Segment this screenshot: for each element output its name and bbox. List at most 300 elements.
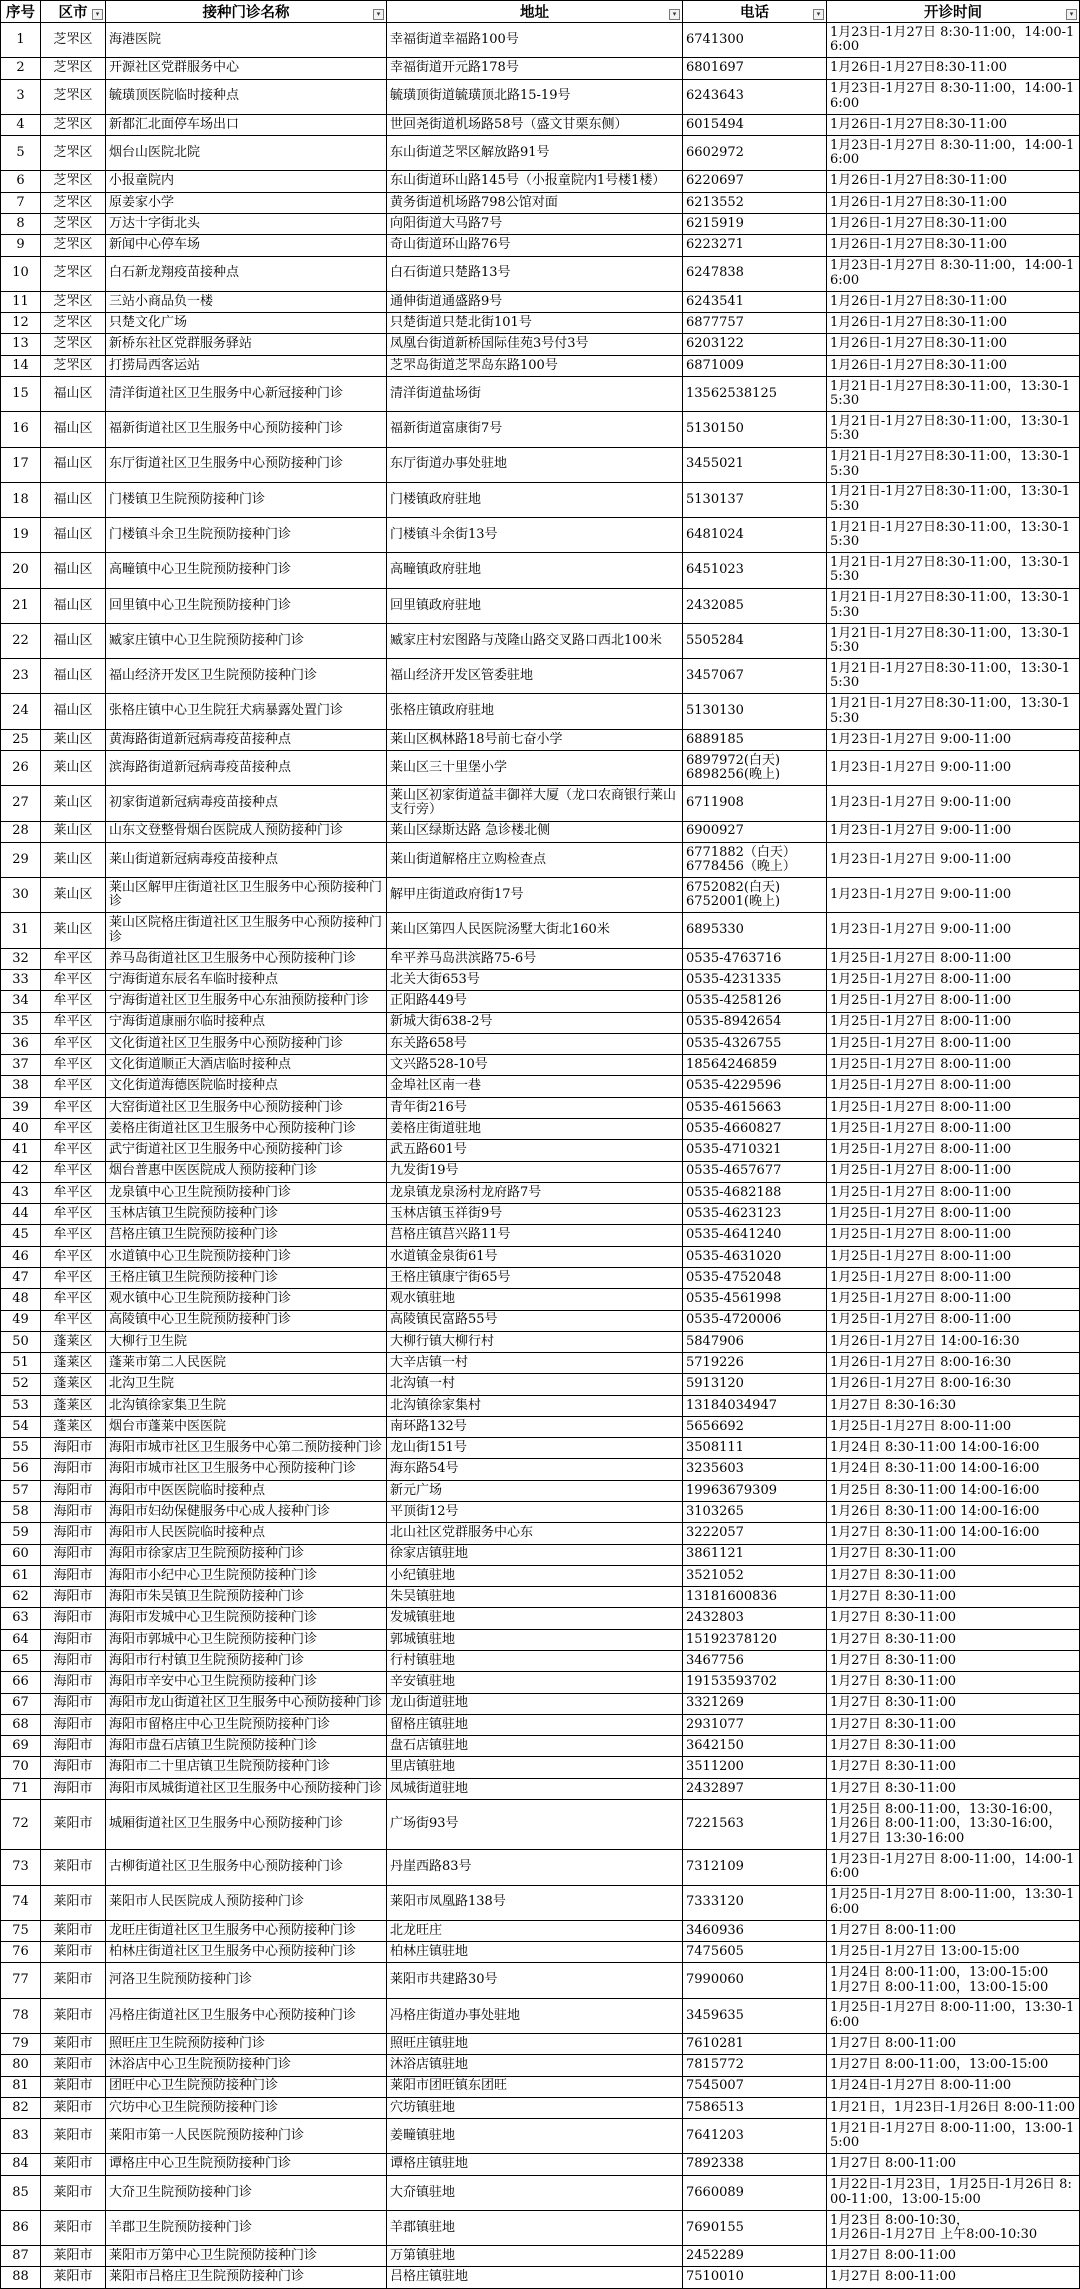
row-district[interactable]: 福山区 [41, 659, 106, 694]
row-address[interactable]: 发城镇驻地 [387, 1608, 683, 1629]
row-hours[interactable]: 1月27日 8:30-11:00 [827, 1565, 1080, 1586]
row-index[interactable]: 52 [1, 1374, 41, 1395]
row-address[interactable]: 牟平养马岛洪滨路75-6号 [387, 948, 683, 969]
row-clinic-name[interactable]: 烟台市蓬莱中医医院 [106, 1416, 387, 1437]
row-hours[interactable]: 1月25日-1月27日 8:00-11:00 [827, 1012, 1080, 1033]
row-clinic-name[interactable]: 海阳市郭城中心卫生院预防接种门诊 [106, 1629, 387, 1650]
row-clinic-name[interactable]: 照旺庄卫生院预防接种门诊 [106, 2033, 387, 2054]
row-clinic-name[interactable]: 玉林店镇卫生院预防接种门诊 [106, 1204, 387, 1225]
row-hours[interactable]: 1月23日-1月27日 9:00-11:00 [827, 729, 1080, 750]
row-clinic-name[interactable]: 沐浴店中心卫生院预防接种门诊 [106, 2055, 387, 2076]
row-address[interactable]: 黄务街道机场路798公馆对面 [387, 192, 683, 213]
row-clinic-name[interactable]: 白石新龙翔疫苗接种点 [106, 256, 387, 291]
row-index[interactable]: 54 [1, 1416, 41, 1437]
row-phone[interactable]: 0535-4615663 [683, 1097, 827, 1118]
row-index[interactable]: 23 [1, 659, 41, 694]
row-clinic-name[interactable]: 宁海街道康丽尔临时接种点 [106, 1012, 387, 1033]
row-hours[interactable]: 1月25日-1月27日 8:00-11:00 [827, 1310, 1080, 1331]
row-hours[interactable]: 1月27日 8:30-11:00 [827, 1608, 1080, 1629]
row-district[interactable]: 牟平区 [41, 1055, 106, 1076]
row-phone[interactable]: 3511200 [683, 1757, 827, 1778]
row-district[interactable]: 海阳市 [41, 1587, 106, 1608]
row-address[interactable]: 莱阳市凤凰路138号 [387, 1885, 683, 1920]
row-address[interactable]: 留格庄镇驻地 [387, 1714, 683, 1735]
row-district[interactable]: 福山区 [41, 518, 106, 553]
row-address[interactable]: 莱山区绿斯达路 急诊楼北侧 [387, 821, 683, 842]
row-district[interactable]: 海阳市 [41, 1736, 106, 1757]
row-address[interactable]: 广场街93号 [387, 1799, 683, 1849]
row-clinic-name[interactable]: 海阳市朱吴镇卫生院预防接种门诊 [106, 1587, 387, 1608]
row-hours[interactable]: 1月26日-1月27日 8:00-16:30 [827, 1353, 1080, 1374]
row-clinic-name[interactable]: 武宁街道社区卫生服务中心预防接种门诊 [106, 1140, 387, 1161]
row-clinic-name[interactable]: 莒格庄镇卫生院预防接种门诊 [106, 1225, 387, 1246]
row-hours[interactable]: 1月26日-1月27日8:30-11:00 [827, 114, 1080, 135]
row-hours[interactable]: 1月21日-1月27日8:30-11:00，13:30-15:30 [827, 412, 1080, 447]
row-address[interactable]: 莱山区初家街道益丰御祥大厦（龙口农商银行莱山支行旁） [387, 786, 683, 821]
row-phone[interactable]: 5130130 [683, 694, 827, 729]
row-index[interactable]: 49 [1, 1310, 41, 1331]
row-address[interactable]: 福新街道富康街7号 [387, 412, 683, 447]
row-clinic-name[interactable]: 龙泉镇中心卫生院预防接种门诊 [106, 1182, 387, 1203]
row-hours[interactable]: 1月25日-1月27日 8:00-11:00 [827, 1033, 1080, 1054]
row-address[interactable]: 姜格庄街道驻地 [387, 1118, 683, 1139]
row-address[interactable]: 观水镇驻地 [387, 1289, 683, 1310]
row-index[interactable]: 72 [1, 1799, 41, 1849]
row-clinic-name[interactable]: 莱山街道新冠病毒疫苗接种点 [106, 842, 387, 877]
row-phone[interactable]: 13181600836 [683, 1587, 827, 1608]
row-district[interactable]: 蓬莱区 [41, 1395, 106, 1416]
row-phone[interactable]: 6243541 [683, 291, 827, 312]
row-district[interactable]: 芝罘区 [41, 23, 106, 58]
row-hours[interactable]: 1月25日-1月27日 8:00-11:00 [827, 1055, 1080, 1076]
row-index[interactable]: 56 [1, 1459, 41, 1480]
row-district[interactable]: 莱阳市 [41, 2119, 106, 2154]
row-district[interactable]: 海阳市 [41, 1629, 106, 1650]
row-address[interactable]: 水道镇金泉街61号 [387, 1246, 683, 1267]
row-phone[interactable]: 0535-4258126 [683, 991, 827, 1012]
row-clinic-name[interactable]: 门楼镇斗余卫生院预防接种门诊 [106, 518, 387, 553]
row-hours[interactable]: 1月23日-1月27日 8:30-11:00，14:00-16:00 [827, 136, 1080, 171]
row-phone[interactable]: 6897972(白天) 6898256(晚上) [683, 751, 827, 786]
row-district[interactable]: 蓬莱区 [41, 1353, 106, 1374]
row-clinic-name[interactable]: 莱阳市人民医院成人预防接种门诊 [106, 1885, 387, 1920]
row-clinic-name[interactable]: 海阳市发城中心卫生院预防接种门诊 [106, 1608, 387, 1629]
row-phone[interactable]: 6889185 [683, 729, 827, 750]
row-hours[interactable]: 1月27日 8:00-11:00，13:00-15:00 [827, 2055, 1080, 2076]
row-clinic-name[interactable]: 宁海街道社区卫生服务中心东油预防接种门诊 [106, 991, 387, 1012]
row-index[interactable]: 78 [1, 1998, 41, 2033]
row-district[interactable]: 海阳市 [41, 1778, 106, 1799]
row-clinic-name[interactable]: 烟台普惠中医医院成人预防接种门诊 [106, 1161, 387, 1182]
row-index[interactable]: 18 [1, 482, 41, 517]
row-district[interactable]: 莱阳市 [41, 1963, 106, 1998]
row-clinic-name[interactable]: 海阳市城市社区卫生服务中心预防接种门诊 [106, 1459, 387, 1480]
row-clinic-name[interactable]: 姜格庄街道社区卫生服务中心预防接种门诊 [106, 1118, 387, 1139]
row-address[interactable]: 凤凰台街道新桥国际佳苑3号付3号 [387, 334, 683, 355]
row-phone[interactable]: 6223271 [683, 235, 827, 256]
row-address[interactable]: 莱阳市共建路30号 [387, 1963, 683, 1998]
row-address[interactable]: 东厅街道办事处驻地 [387, 447, 683, 482]
row-district[interactable]: 芝罘区 [41, 235, 106, 256]
row-district[interactable]: 牟平区 [41, 1182, 106, 1203]
row-address[interactable]: 新元广场 [387, 1480, 683, 1501]
row-address[interactable]: 北沟镇一村 [387, 1374, 683, 1395]
filter-dropdown-icon[interactable]: ▾ [813, 9, 824, 20]
row-hours[interactable]: 1月23日-1月27日 9:00-11:00 [827, 878, 1080, 913]
row-hours[interactable]: 1月27日 8:00-11:00 [827, 2267, 1080, 2288]
row-hours[interactable]: 1月24日-1月27日 8:00-11:00 [827, 2076, 1080, 2097]
row-address[interactable]: 盘石店镇驻地 [387, 1736, 683, 1757]
row-hours[interactable]: 1月27日 8:30-11:00 [827, 1778, 1080, 1799]
row-index[interactable]: 46 [1, 1246, 41, 1267]
row-clinic-name[interactable]: 莱山区解甲庄街道社区卫生服务中心预防接种门诊 [106, 878, 387, 913]
row-hours[interactable]: 1月23日-1月27日 8:30-11:00，14:00-16:00 [827, 256, 1080, 291]
row-index[interactable]: 29 [1, 842, 41, 877]
row-phone[interactable]: 7892338 [683, 2154, 827, 2175]
row-hours[interactable]: 1月21日-1月27日8:30-11:00，13:30-15:30 [827, 482, 1080, 517]
row-address[interactable]: 大夼镇驻地 [387, 2175, 683, 2210]
row-clinic-name[interactable]: 回里镇中心卫生院预防接种门诊 [106, 588, 387, 623]
row-clinic-name[interactable]: 宁海街道东辰名车临时接种点 [106, 970, 387, 991]
row-district[interactable]: 牟平区 [41, 970, 106, 991]
row-address[interactable]: 武五路601号 [387, 1140, 683, 1161]
row-district[interactable]: 芝罘区 [41, 136, 106, 171]
row-address[interactable]: 北关大街653号 [387, 970, 683, 991]
row-clinic-name[interactable]: 北沟镇徐家集卫生院 [106, 1395, 387, 1416]
row-phone[interactable]: 5847906 [683, 1331, 827, 1352]
row-address[interactable]: 冯格庄街道办事处驻地 [387, 1998, 683, 2033]
row-index[interactable]: 10 [1, 256, 41, 291]
row-phone[interactable]: 15192378120 [683, 1629, 827, 1650]
row-clinic-name[interactable]: 海阳市中医医院临时接种点 [106, 1480, 387, 1501]
row-address[interactable]: 幸福街道开元路178号 [387, 58, 683, 79]
row-phone[interactable]: 0535-4710321 [683, 1140, 827, 1161]
row-address[interactable]: 莱山区枫林路18号前七奋小学 [387, 729, 683, 750]
row-clinic-name[interactable]: 海阳市徐家店卫生院预防接种门诊 [106, 1544, 387, 1565]
row-index[interactable]: 70 [1, 1757, 41, 1778]
row-hours[interactable]: 1月27日 8:30-11:00 [827, 1757, 1080, 1778]
row-phone[interactable]: 5913120 [683, 1374, 827, 1395]
row-district[interactable]: 芝罘区 [41, 213, 106, 234]
row-address[interactable]: 穴坊镇驻地 [387, 2097, 683, 2118]
row-hours[interactable]: 1月21日-1月27日8:30-11:00，13:30-15:30 [827, 588, 1080, 623]
row-district[interactable]: 牟平区 [41, 1140, 106, 1161]
row-hours[interactable]: 1月21日-1月27日 8:00-11:00，13:00-15:00 [827, 2119, 1080, 2154]
row-clinic-name[interactable]: 海阳市凤城街道社区卫生服务中心预防接种门诊 [106, 1778, 387, 1799]
row-address[interactable]: 小纪镇驻地 [387, 1565, 683, 1586]
row-district[interactable]: 牟平区 [41, 991, 106, 1012]
row-hours[interactable]: 1月27日 8:30-11:00 14:00-16:00 [827, 1523, 1080, 1544]
row-phone[interactable]: 6602972 [683, 136, 827, 171]
row-hours[interactable]: 1月25日-1月27日 8:00-11:00，13:30-16:00 [827, 1998, 1080, 2033]
row-address[interactable]: 芝罘岛街道芝罘岛东路100号 [387, 355, 683, 376]
row-clinic-name[interactable]: 北沟卫生院 [106, 1374, 387, 1395]
row-hours[interactable]: 1月27日 8:30-11:00 [827, 1629, 1080, 1650]
row-hours[interactable]: 1月27日 8:00-11:00 [827, 2033, 1080, 2054]
row-hours[interactable]: 1月26日-1月27日8:30-11:00 [827, 192, 1080, 213]
row-address[interactable]: 北龙旺庄 [387, 1920, 683, 1941]
row-hours[interactable]: 1月27日 8:00-11:00 [827, 1920, 1080, 1941]
row-hours[interactable]: 1月25日-1月27日 8:00-11:00 [827, 1161, 1080, 1182]
row-hours[interactable]: 1月25日-1月27日 8:00-11:00 [827, 1204, 1080, 1225]
row-index[interactable]: 34 [1, 991, 41, 1012]
row-index[interactable]: 87 [1, 2246, 41, 2267]
row-index[interactable]: 64 [1, 1629, 41, 1650]
row-index[interactable]: 45 [1, 1225, 41, 1246]
row-address[interactable]: 海东路54号 [387, 1459, 683, 1480]
row-clinic-name[interactable]: 河洛卫生院预防接种门诊 [106, 1963, 387, 1998]
row-address[interactable]: 向阳街道大马路7号 [387, 213, 683, 234]
row-address[interactable]: 王格庄镇康宁街65号 [387, 1267, 683, 1288]
row-index[interactable]: 53 [1, 1395, 41, 1416]
row-phone[interactable]: 6015494 [683, 114, 827, 135]
row-hours[interactable]: 1月27日 8:30-11:00 [827, 1651, 1080, 1672]
row-index[interactable]: 20 [1, 553, 41, 588]
row-hours[interactable]: 1月27日 8:00-11:00 [827, 2154, 1080, 2175]
row-district[interactable]: 莱山区 [41, 729, 106, 750]
row-phone[interactable]: 3103265 [683, 1502, 827, 1523]
row-hours[interactable]: 1月24日 8:30-11:00 14:00-16:00 [827, 1438, 1080, 1459]
row-index[interactable]: 59 [1, 1523, 41, 1544]
row-address[interactable]: 莱山街道解格庄立购检查点 [387, 842, 683, 877]
row-index[interactable]: 24 [1, 694, 41, 729]
row-address[interactable]: 通伸街道通盛路9号 [387, 291, 683, 312]
row-address[interactable]: 白石街道只楚路13号 [387, 256, 683, 291]
row-district[interactable]: 海阳市 [41, 1565, 106, 1586]
row-district[interactable]: 蓬莱区 [41, 1374, 106, 1395]
row-clinic-name[interactable]: 新闻中心停车场 [106, 235, 387, 256]
row-district[interactable]: 莱山区 [41, 913, 106, 948]
row-district[interactable]: 海阳市 [41, 1480, 106, 1501]
row-clinic-name[interactable]: 新桥东社区党群服务驿站 [106, 334, 387, 355]
row-hours[interactable]: 1月23日-1月27日 9:00-11:00 [827, 842, 1080, 877]
row-district[interactable]: 莱山区 [41, 751, 106, 786]
row-district[interactable]: 芝罘区 [41, 79, 106, 114]
row-district[interactable]: 海阳市 [41, 1714, 106, 1735]
row-district[interactable]: 福山区 [41, 376, 106, 411]
row-phone[interactable]: 7586513 [683, 2097, 827, 2118]
row-district[interactable]: 海阳市 [41, 1544, 106, 1565]
row-hours[interactable]: 1月25日-1月27日 8:00-11:00 [827, 991, 1080, 1012]
row-index[interactable]: 61 [1, 1565, 41, 1586]
row-clinic-name[interactable]: 高陵镇中心卫生院预防接种门诊 [106, 1310, 387, 1331]
row-address[interactable]: 解甲庄街道政府街17号 [387, 878, 683, 913]
row-phone[interactable]: 6243643 [683, 79, 827, 114]
row-address[interactable]: 臧家庄村宏图路与茂隆山路交叉路口西北100米 [387, 623, 683, 658]
row-phone[interactable]: 2432085 [683, 588, 827, 623]
row-hours[interactable]: 1月25日-1月27日 8:00-11:00 [827, 1246, 1080, 1267]
row-phone[interactable]: 19153593702 [683, 1672, 827, 1693]
row-index[interactable]: 7 [1, 192, 41, 213]
row-index[interactable]: 13 [1, 334, 41, 355]
row-district[interactable]: 莱阳市 [41, 2055, 106, 2076]
row-clinic-name[interactable]: 海阳市城市社区卫生服务中心第二预防接种门诊 [106, 1438, 387, 1459]
row-index[interactable]: 58 [1, 1502, 41, 1523]
row-index[interactable]: 25 [1, 729, 41, 750]
row-district[interactable]: 芝罘区 [41, 171, 106, 192]
row-hours[interactable]: 1月21日-1月27日8:30-11:00，13:30-15:30 [827, 553, 1080, 588]
row-index[interactable]: 65 [1, 1651, 41, 1672]
row-clinic-name[interactable]: 小报童院内 [106, 171, 387, 192]
row-index[interactable]: 40 [1, 1118, 41, 1139]
row-hours[interactable]: 1月23日-1月27日 8:00-11:00，14:00-16:00 [827, 1850, 1080, 1885]
row-address[interactable]: 龙泉镇龙泉汤村龙府路7号 [387, 1182, 683, 1203]
row-address[interactable]: 龙山街151号 [387, 1438, 683, 1459]
row-phone[interactable]: 0535-4623123 [683, 1204, 827, 1225]
row-phone[interactable]: 7221563 [683, 1799, 827, 1849]
row-clinic-name[interactable]: 海阳市盘石店镇卫生院预防接种门诊 [106, 1736, 387, 1757]
row-address[interactable]: 奇山街道环山路76号 [387, 235, 683, 256]
row-district[interactable]: 莱阳市 [41, 2175, 106, 2210]
row-district[interactable]: 海阳市 [41, 1523, 106, 1544]
row-index[interactable]: 42 [1, 1161, 41, 1182]
row-index[interactable]: 80 [1, 2055, 41, 2076]
row-clinic-name[interactable]: 文化街道顺正大酒店临时接种点 [106, 1055, 387, 1076]
row-phone[interactable]: 7641203 [683, 2119, 827, 2154]
row-phone[interactable]: 5130137 [683, 482, 827, 517]
row-district[interactable]: 牟平区 [41, 1118, 106, 1139]
row-phone[interactable]: 0535-4657677 [683, 1161, 827, 1182]
row-phone[interactable]: 0535-4326755 [683, 1033, 827, 1054]
row-district[interactable]: 牟平区 [41, 1161, 106, 1182]
row-clinic-name[interactable]: 大柳行卫生院 [106, 1331, 387, 1352]
row-hours[interactable]: 1月27日 8:30-11:00 [827, 1714, 1080, 1735]
row-index[interactable]: 12 [1, 313, 41, 334]
row-address[interactable]: 沐浴店镇驻地 [387, 2055, 683, 2076]
row-index[interactable]: 9 [1, 235, 41, 256]
row-address[interactable]: 吕格庄镇驻地 [387, 2267, 683, 2288]
row-address[interactable]: 行村镇驻地 [387, 1651, 683, 1672]
row-index[interactable]: 26 [1, 751, 41, 786]
row-hours[interactable]: 1月23日 8:00-10:30， 1月26日-1月27日 上午8:00-10:30 [827, 2210, 1080, 2245]
row-hours[interactable]: 1月25日 8:30-11:00 14:00-16:00 [827, 1480, 1080, 1501]
row-district[interactable]: 牟平区 [41, 1076, 106, 1097]
row-clinic-name[interactable]: 柏林庄街道社区卫生服务中心预防接种门诊 [106, 1942, 387, 1963]
row-index[interactable]: 15 [1, 376, 41, 411]
row-hours[interactable]: 1月23日-1月27日 9:00-11:00 [827, 751, 1080, 786]
row-district[interactable]: 牟平区 [41, 1246, 106, 1267]
row-address[interactable]: 福山经济开发区管委驻地 [387, 659, 683, 694]
row-hours[interactable]: 1月21日-1月27日8:30-11:00，13:30-15:30 [827, 376, 1080, 411]
row-hours[interactable]: 1月25日 8:00-11:00，13:30-16:00， 1月26日 8:00-11:00，13:30-16:00， 1月27日 13:30-16:00 [827, 1799, 1080, 1849]
row-district[interactable]: 海阳市 [41, 1757, 106, 1778]
row-phone[interactable]: 3508111 [683, 1438, 827, 1459]
row-district[interactable]: 海阳市 [41, 1438, 106, 1459]
row-address[interactable]: 世回尧街道机场路58号（盛文甘栗东侧） [387, 114, 683, 135]
row-clinic-name[interactable]: 羊郡卫生院预防接种门诊 [106, 2210, 387, 2245]
row-clinic-name[interactable]: 初家街道新冠病毒疫苗接种点 [106, 786, 387, 821]
row-district[interactable]: 莱阳市 [41, 1920, 106, 1941]
row-hours[interactable]: 1月26日-1月27日8:30-11:00 [827, 58, 1080, 79]
row-district[interactable]: 海阳市 [41, 1693, 106, 1714]
row-index[interactable]: 31 [1, 913, 41, 948]
row-hours[interactable]: 1月25日-1月27日 8:00-11:00 [827, 1076, 1080, 1097]
row-district[interactable]: 莱山区 [41, 842, 106, 877]
row-phone[interactable]: 6203122 [683, 334, 827, 355]
row-phone[interactable]: 3222057 [683, 1523, 827, 1544]
row-phone[interactable]: 5130150 [683, 412, 827, 447]
row-district[interactable]: 莱阳市 [41, 1799, 106, 1849]
row-clinic-name[interactable]: 开源社区党群服务中心 [106, 58, 387, 79]
row-index[interactable]: 28 [1, 821, 41, 842]
row-clinic-name[interactable]: 龙旺庄街道社区卫生服务中心预防接种门诊 [106, 1920, 387, 1941]
row-clinic-name[interactable]: 东厅街道社区卫生服务中心预防接种门诊 [106, 447, 387, 482]
row-phone[interactable]: 7545007 [683, 2076, 827, 2097]
row-district[interactable]: 莱阳市 [41, 2154, 106, 2175]
row-hours[interactable]: 1月27日 8:00-11:00 [827, 2246, 1080, 2267]
row-index[interactable]: 2 [1, 58, 41, 79]
row-index[interactable]: 84 [1, 2154, 41, 2175]
row-clinic-name[interactable]: 水道镇中心卫生院预防接种门诊 [106, 1246, 387, 1267]
row-hours[interactable]: 1月25日-1月27日 8:00-11:00 [827, 1289, 1080, 1310]
row-address[interactable]: 姜疃镇驻地 [387, 2119, 683, 2154]
row-phone[interactable]: 6711908 [683, 786, 827, 821]
row-address[interactable]: 门楼镇斗余街13号 [387, 518, 683, 553]
row-district[interactable]: 莱阳市 [41, 2097, 106, 2118]
row-address[interactable]: 龙山街道驻地 [387, 1693, 683, 1714]
row-address[interactable]: 东关路658号 [387, 1033, 683, 1054]
row-clinic-name[interactable]: 福新街道社区卫生服务中心预防接种门诊 [106, 412, 387, 447]
row-district[interactable]: 福山区 [41, 588, 106, 623]
row-district[interactable]: 莱阳市 [41, 2210, 106, 2245]
row-index[interactable]: 33 [1, 970, 41, 991]
row-clinic-name[interactable]: 滨海路街道新冠病毒疫苗接种点 [106, 751, 387, 786]
row-index[interactable]: 67 [1, 1693, 41, 1714]
row-district[interactable]: 福山区 [41, 553, 106, 588]
row-index[interactable]: 62 [1, 1587, 41, 1608]
row-address[interactable]: 莱山区三十里堡小学 [387, 751, 683, 786]
row-hours[interactable]: 1月26日-1月27日8:30-11:00 [827, 235, 1080, 256]
row-index[interactable]: 76 [1, 1942, 41, 1963]
row-clinic-name[interactable]: 冯格庄街道社区卫生服务中心预防接种门诊 [106, 1998, 387, 2033]
row-clinic-name[interactable]: 文化街道社区卫生服务中心预防接种门诊 [106, 1033, 387, 1054]
row-phone[interactable]: 0535-4641240 [683, 1225, 827, 1246]
row-hours[interactable]: 1月21日-1月27日8:30-11:00，13:30-15:30 [827, 659, 1080, 694]
row-clinic-name[interactable]: 清洋街道社区卫生服务中心新冠接种门诊 [106, 376, 387, 411]
row-phone[interactable]: 6900927 [683, 821, 827, 842]
row-hours[interactable]: 1月25日-1月27日 8:00-11:00 [827, 1225, 1080, 1246]
row-district[interactable]: 牟平区 [41, 1225, 106, 1246]
row-clinic-name[interactable]: 高疃镇中心卫生院预防接种门诊 [106, 553, 387, 588]
row-district[interactable]: 莱山区 [41, 821, 106, 842]
row-address[interactable]: 谭格庄镇驻地 [387, 2154, 683, 2175]
row-index[interactable]: 30 [1, 878, 41, 913]
row-clinic-name[interactable]: 只楚文化广场 [106, 313, 387, 334]
row-clinic-name[interactable]: 毓璜顶医院临时接种点 [106, 79, 387, 114]
row-phone[interactable]: 6752082(白天) 6752001(晚上) [683, 878, 827, 913]
row-address[interactable]: 平顶街12号 [387, 1502, 683, 1523]
row-district[interactable]: 蓬莱区 [41, 1416, 106, 1437]
row-address[interactable]: 北沟镇徐家集村 [387, 1395, 683, 1416]
row-hours[interactable]: 1月25日-1月27日 8:00-11:00，13:30-16:00 [827, 1885, 1080, 1920]
row-district[interactable]: 海阳市 [41, 1459, 106, 1480]
row-phone[interactable]: 7312109 [683, 1850, 827, 1885]
row-phone[interactable]: 6220697 [683, 171, 827, 192]
row-address[interactable]: 东山街道环山路145号（小报童院内1号楼1楼） [387, 171, 683, 192]
row-phone[interactable]: 6877757 [683, 313, 827, 334]
row-district[interactable]: 莱阳市 [41, 1850, 106, 1885]
row-clinic-name[interactable]: 莱山区院格庄街道社区卫生服务中心预防接种门诊 [106, 913, 387, 948]
row-address[interactable]: 毓璜顶街道毓璜顶北路15-19号 [387, 79, 683, 114]
row-clinic-name[interactable]: 原姜家小学 [106, 192, 387, 213]
row-phone[interactable]: 2432803 [683, 1608, 827, 1629]
row-district[interactable]: 蓬莱区 [41, 1331, 106, 1352]
row-phone[interactable]: 0535-4660827 [683, 1118, 827, 1139]
row-phone[interactable]: 6247838 [683, 256, 827, 291]
row-clinic-name[interactable]: 三站小商品负一楼 [106, 291, 387, 312]
row-index[interactable]: 55 [1, 1438, 41, 1459]
row-hours[interactable]: 1月21日-1月27日8:30-11:00，13:30-15:30 [827, 694, 1080, 729]
